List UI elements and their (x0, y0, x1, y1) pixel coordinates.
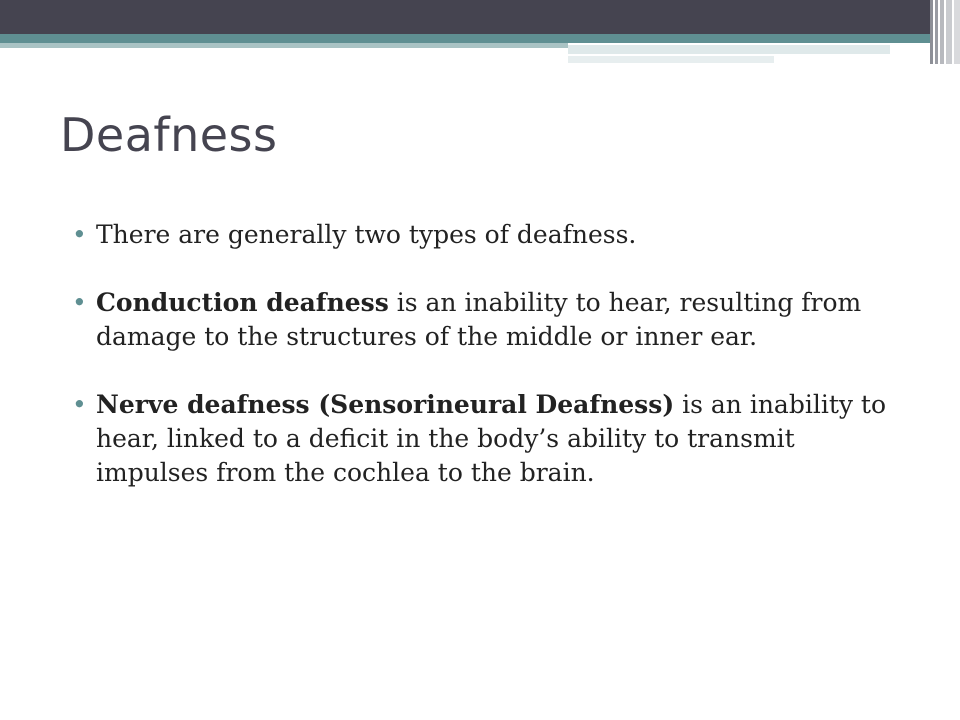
header-bar-teal-light (0, 43, 570, 48)
bullet-icon: • (72, 220, 87, 249)
bullet-text: is an inability to hear, resulting from damage to the structures of the middle or inner ear. (96, 288, 862, 351)
header-accent-step (568, 43, 890, 54)
bullet-item (72, 218, 912, 252)
bullet-item (72, 388, 912, 490)
bullet-item (72, 286, 912, 354)
header-bar-teal (0, 34, 960, 43)
bullet-icon: • (72, 288, 87, 317)
bullet-list (72, 218, 912, 524)
bullet-text: is an inability to hear, linked to a deficit in the body’s ability to transmit impulses from the cochlea to the brain. (96, 390, 887, 487)
bullet-term: Conduction deafness (96, 288, 389, 317)
bullet-term: Nerve deafness (Sensorineural Deafness) (96, 390, 675, 419)
slide-title: Deafness (60, 108, 278, 162)
header-vertical-lines (930, 0, 960, 64)
bullet-icon: • (72, 390, 87, 419)
bullet-text: There are generally two types of deafness. (96, 220, 637, 249)
header-accent-step-lower (568, 56, 774, 63)
header-bar-dark (0, 0, 960, 34)
